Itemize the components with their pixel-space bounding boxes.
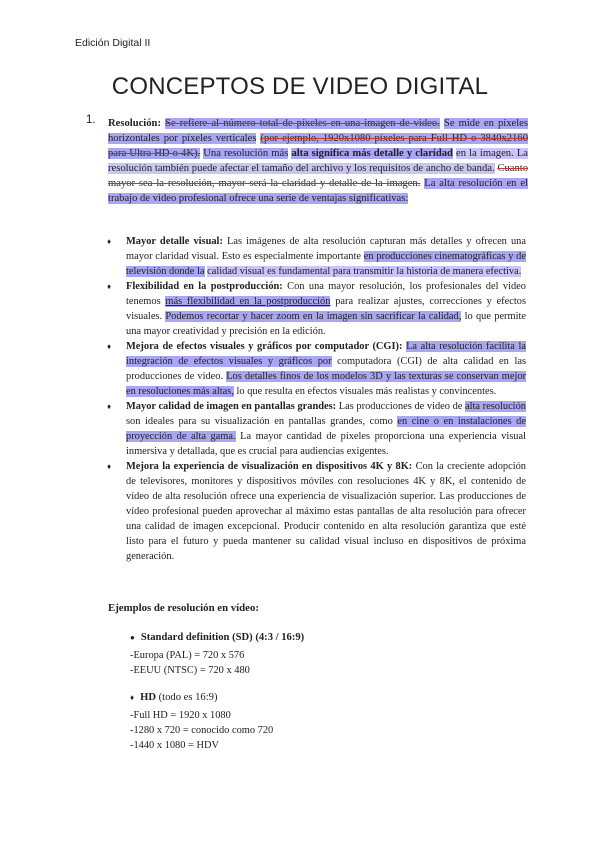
diamond-bullet-icon: ♦	[107, 402, 112, 411]
text-span: lo que resulta en efectos visuales más realistas y convincentes.	[236, 386, 497, 397]
list-item	[107, 399, 527, 459]
text-span: Con la creciente adopción de televisores, monitores y dispositivos móviles con resoluciones 4K y 8K, el contenido de vídeo de alta resolución ofrece una experiencia de visualización superior. Las producciones de vídeo profesional pueden aprovechar al máximo estas pantallas de alta resolución para ofrecer una calidad de imagen excepcional. Producir contenido en alta resolución garantiza que esté listo para el futuro y pueda mantener su calidad visual incluso en dispositivos de próxima generación.	[126, 461, 526, 562]
list-item	[107, 339, 526, 399]
text-span: (por ejemplo, 1920x1080 píxeles para Full HD o 3840x2160 para Ultra HD o 4K).	[108, 133, 528, 159]
diamond-bullet-icon: ♦	[107, 237, 112, 246]
advantages-list	[107, 234, 527, 564]
bullet-title: Mejora la experiencia de visualización en dispositivos 4K y 8K:	[126, 461, 413, 472]
document-header: Edición Digital II	[75, 37, 151, 49]
sd-title: Standard definition (SD) (4:3 / 16:9)	[140, 632, 305, 643]
text-span: Los detalles finos de los modelos 3D y las texturas se conservan mejor en resoluciones más altas,	[126, 371, 526, 397]
text-span: más flexibilidad en la postproducción	[165, 296, 331, 307]
diamond-bullet-icon: ♦	[107, 342, 112, 351]
text-span: en la imagen. La resolución también puede afectar el tamaño del archivo y los requisitos de ancho de banda.	[108, 148, 528, 174]
text-span: La mayor cantidad de píxeles proporciona una experiencia visual inmersiva y detallada, que es crucial para audiencias exigentes.	[126, 431, 527, 457]
text-span: Una resolución más	[203, 148, 289, 159]
bullet-title: Mayor calidad de imagen en pantallas grandes:	[126, 401, 337, 412]
text-span: Se mide en píxeles horizontales por píxeles verticales	[108, 118, 528, 144]
bullet-title: Mayor detalle visual:	[126, 236, 223, 247]
list-number: 1.	[86, 114, 96, 126]
text-span: alta significa más detalle y claridad	[291, 148, 453, 159]
examples-heading: Ejemplos de resolución en vídeo:	[108, 602, 259, 614]
text-span: en cine o en instalaciones de proyección de alta gama.	[126, 416, 526, 442]
bullet-title: Mejora de efectos visuales y gráficos por computador (CGI):	[126, 341, 403, 352]
text-span: La alta resolución facilita la integración de efectos visuales y gráficos por	[126, 341, 526, 367]
diamond-bullet-icon: ♦	[130, 693, 135, 702]
diamond-bullet-icon: ♦	[107, 282, 112, 291]
text-span: La alta resolución en el trabajo de video profesional ofrece una serie de ventajas significativas:	[108, 178, 528, 204]
hd-note: (todo es 16:9)	[158, 692, 218, 703]
sd-heading	[130, 632, 304, 643]
page-title: CONCEPTOS DE VIDEO DIGITAL	[111, 73, 489, 100]
list-item: -Full HD = 1920 x 1080	[130, 710, 231, 721]
bullet-title: Flexibilidad en la postproducción:	[126, 281, 283, 292]
sd-list	[130, 648, 250, 678]
list-item	[107, 459, 526, 564]
text-span: calidad visual es fundamental para transmitir la historia de manera efectiva.	[207, 266, 522, 277]
list-item: -1280 x 720 = conocido como 720	[130, 725, 274, 736]
round-bullet-icon: ●	[130, 633, 135, 642]
text-span: Cuanto mayor sea la resolución, mayor será la claridad y detalle de la imagen.	[108, 163, 528, 189]
hd-list	[130, 708, 273, 753]
text-span: para realizar ajustes, correcciones y efectos visuales.	[126, 296, 526, 322]
text-span: Con una mayor resolución, los profesionales del video tenemos	[126, 281, 526, 307]
text-span: lo que permite una mayor creatividad y precisión en la edición.	[126, 311, 526, 337]
text-span: en producciones cinematográficas y de televisión donde la	[126, 251, 526, 277]
list-item: -1440 x 1080 = HDV	[130, 740, 219, 751]
diamond-bullet-icon: ♦	[107, 462, 112, 471]
resolution-label: Resolución:	[108, 118, 161, 129]
text-span: Las imágenes de alta resolución capturan más detalles y ofrecen una mayor claridad visual. Esto es especialmente importante	[126, 236, 526, 262]
text-span: alta resolución	[465, 401, 526, 412]
list-item: -EEUU (NTSC) = 720 x 480	[130, 665, 250, 676]
text-span: Las producciones de video de	[338, 401, 463, 412]
list-item	[107, 279, 526, 339]
hd-heading	[130, 692, 218, 703]
text-span: computadora (CGI) de alta calidad en las producciones de video.	[126, 356, 526, 382]
list-item: -Europa (PAL) = 720 x 576	[130, 650, 245, 661]
text-span: Podemos recortar y hacer zoom en la imagen sin sacrificar la calidad,	[165, 311, 462, 322]
text-span: son ideales para su visualización en pantallas grandes, como	[126, 416, 393, 427]
text-span: Se refiere al número total de píxeles en una imagen de video.	[165, 118, 440, 129]
resolution-paragraph	[108, 116, 528, 206]
hd-title: HD	[140, 692, 156, 703]
list-item	[107, 234, 526, 279]
